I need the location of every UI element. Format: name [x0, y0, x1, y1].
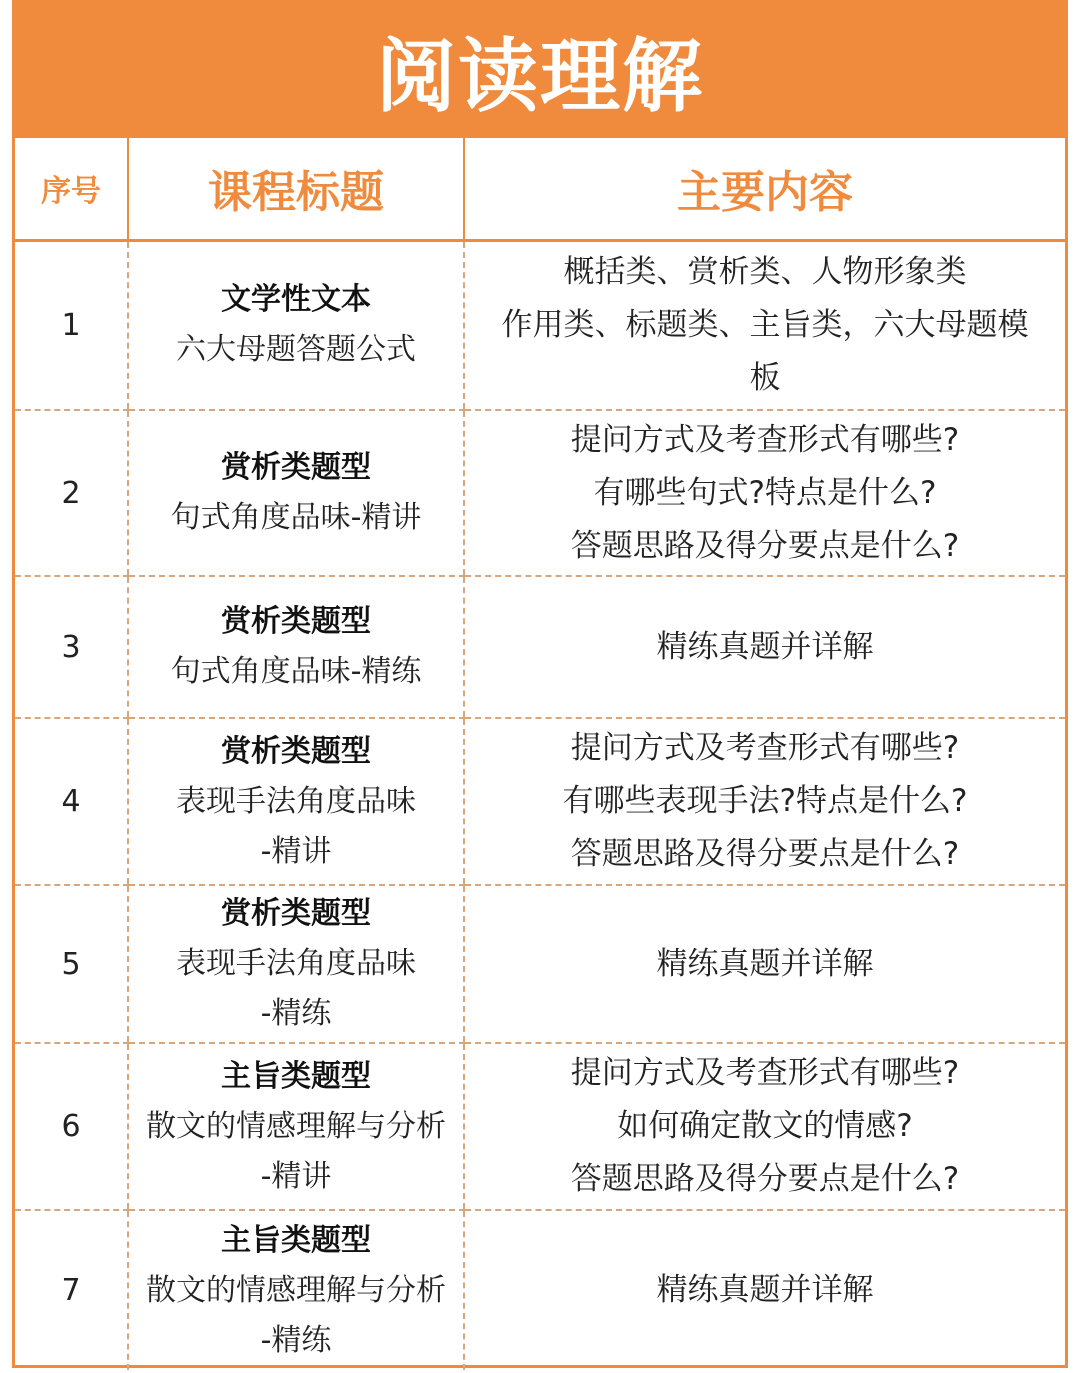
content-line: 有哪些表现手法?特点是什么? [562, 783, 968, 819]
content-line: 板 [749, 359, 781, 396]
header-index: 序号 [15, 138, 128, 240]
title-sub: 句式角度品味-精讲 [170, 500, 422, 535]
title-sub: 散文的情感理解与分析 -精练 [146, 1272, 446, 1358]
course-table-frame [12, 0, 1068, 1368]
row-content [464, 576, 1065, 718]
header-title: 课程标题 [128, 138, 464, 240]
row-title [128, 576, 464, 718]
content-line: 答题思路及得分要点是什么? [570, 1161, 960, 1197]
content-line: 答题思路及得分要点是什么? [570, 527, 960, 564]
content-line: 答题思路及得分要点是什么? [570, 836, 960, 872]
header-content: 主要内容 [464, 138, 1065, 240]
title-sub: 句式角度品味-精练 [170, 654, 422, 689]
table-row [15, 1043, 1065, 1210]
title-main: 赏析类题型 [221, 896, 371, 931]
title-main: 赏析类题型 [221, 733, 371, 769]
row-index: 6 [15, 1043, 128, 1210]
table-row [15, 240, 1065, 410]
table-row [15, 718, 1065, 885]
content-line: 提问方式及考查形式有哪些? [570, 1055, 960, 1091]
header-row [15, 138, 1065, 240]
row-index: 7 [61, 1273, 81, 1308]
row-index: 4 [15, 718, 128, 885]
title-sub: 散文的情感理解与分析 -精讲 [146, 1108, 446, 1194]
table-row [15, 576, 1065, 718]
content-line: 精练真题并详解 [656, 628, 874, 665]
title-sub: 表现手法角度品味 -精讲 [176, 783, 416, 869]
row-title [128, 1210, 464, 1370]
row-index: 5 [15, 885, 128, 1043]
content-line: 如何确定散文的情感? [617, 1108, 913, 1144]
row-content [464, 410, 1065, 576]
row-index: 1 [15, 240, 128, 410]
title-sub: 表现手法角度品味 -精练 [176, 946, 416, 1031]
title-main: 文学性文本 [221, 282, 371, 318]
row-title [128, 718, 464, 885]
content-line: 概括类、赏析类、人物形象类 [563, 253, 967, 290]
title-main: 主旨类题型 [221, 1058, 371, 1094]
row-title [128, 410, 464, 576]
row-title [128, 240, 464, 410]
content-line: 作用类、标题类、主旨类，六大母题模 [501, 306, 1029, 343]
title-sub: 六大母题答题公式 [176, 332, 416, 368]
row-content [464, 885, 1065, 1043]
content-line: 精练真题并详解 [656, 1272, 874, 1308]
page-title: 阅读理解 [376, 29, 704, 123]
content-line: 有哪些句式?特点是什么? [593, 474, 937, 511]
table-row [15, 410, 1065, 576]
title-main: 赏析类题型 [221, 450, 371, 485]
row-content [464, 1043, 1065, 1210]
row-title [128, 1043, 464, 1210]
title-main: 主旨类题型 [221, 1222, 371, 1258]
row-index: 2 [15, 410, 128, 576]
row-content [464, 1210, 1065, 1370]
title-banner [15, 0, 1065, 138]
content-line: 精练真题并详解 [656, 945, 874, 982]
row-content [464, 718, 1065, 885]
course-table [15, 138, 1065, 1370]
row-title [128, 885, 464, 1043]
row-content [464, 240, 1065, 410]
table-row [15, 1210, 1065, 1370]
content-line: 提问方式及考查形式有哪些? [570, 730, 960, 766]
title-main: 赏析类题型 [221, 604, 371, 639]
row-index: 3 [15, 576, 128, 718]
content-line: 提问方式及考查形式有哪些? [570, 421, 960, 458]
table-row [15, 885, 1065, 1043]
